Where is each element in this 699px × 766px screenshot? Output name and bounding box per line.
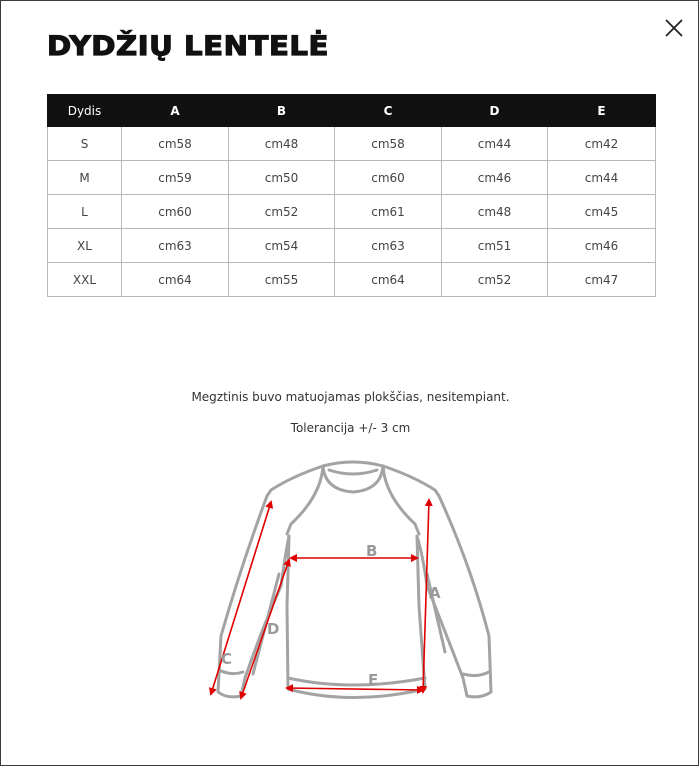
table-cell: cm54 <box>229 229 335 263</box>
table-cell: cm59 <box>122 161 229 195</box>
table-cell: cm61 <box>335 195 442 229</box>
size-table <box>47 94 656 297</box>
size-cell: M <box>48 161 122 195</box>
label-e: E <box>368 671 379 689</box>
tolerance-note: Tolerancija +/- 3 cm <box>290 421 411 435</box>
table-cell: cm63 <box>122 229 229 263</box>
label-d: D <box>267 620 280 638</box>
table-cell: cm60 <box>122 195 229 229</box>
table-row <box>48 263 656 297</box>
table-cell: cm60 <box>335 161 442 195</box>
size-cell: S <box>48 127 122 161</box>
size-cell: L <box>48 195 122 229</box>
table-cell: cm58 <box>335 127 442 161</box>
column-header-c: C <box>335 95 442 127</box>
table-header-row <box>48 95 656 127</box>
table-cell: cm64 <box>122 263 229 297</box>
table-row <box>48 161 656 195</box>
size-cell: XL <box>48 229 122 263</box>
column-header-e: E <box>548 95 656 127</box>
table-cell: cm44 <box>548 161 656 195</box>
table-cell: cm42 <box>548 127 656 161</box>
arrow-d <box>241 560 289 698</box>
label-a: A <box>429 584 441 602</box>
table-cell: cm55 <box>229 263 335 297</box>
measurement-arrows <box>211 500 429 698</box>
close-icon <box>661 15 687 41</box>
table-cell: cm51 <box>442 229 548 263</box>
table-cell: cm48 <box>442 195 548 229</box>
table-cell: cm50 <box>229 161 335 195</box>
table-row <box>48 229 656 263</box>
table-cell: cm48 <box>229 127 335 161</box>
sweater-measurement-diagram <box>201 456 506 706</box>
table-cell: cm46 <box>548 229 656 263</box>
label-c: C <box>221 650 233 668</box>
column-header-d: D <box>442 95 548 127</box>
table-cell: cm64 <box>335 263 442 297</box>
sweater-outline <box>218 462 491 698</box>
table-cell: cm63 <box>335 229 442 263</box>
table-cell: cm46 <box>442 161 548 195</box>
label-b: B <box>366 542 378 560</box>
column-header-a: A <box>122 95 229 127</box>
size-cell: XXL <box>48 263 122 297</box>
table-cell: cm52 <box>442 263 548 297</box>
close-button[interactable] <box>661 15 687 41</box>
table-row <box>48 195 656 229</box>
page-title: DYDŽIŲ LENTELĖ <box>47 31 330 62</box>
arrow-c <box>211 502 271 694</box>
table-cell: cm45 <box>548 195 656 229</box>
arrow-e <box>287 688 423 690</box>
table-row <box>48 127 656 161</box>
table-cell: cm58 <box>122 127 229 161</box>
column-header-size: Dydis <box>48 95 122 127</box>
column-header-b: B <box>229 95 335 127</box>
measurement-note: Megztinis buvo matuojamas plokščias, nesitempiant. <box>191 390 510 404</box>
table-cell: cm47 <box>548 263 656 297</box>
table-cell: cm52 <box>229 195 335 229</box>
table-cell: cm44 <box>442 127 548 161</box>
